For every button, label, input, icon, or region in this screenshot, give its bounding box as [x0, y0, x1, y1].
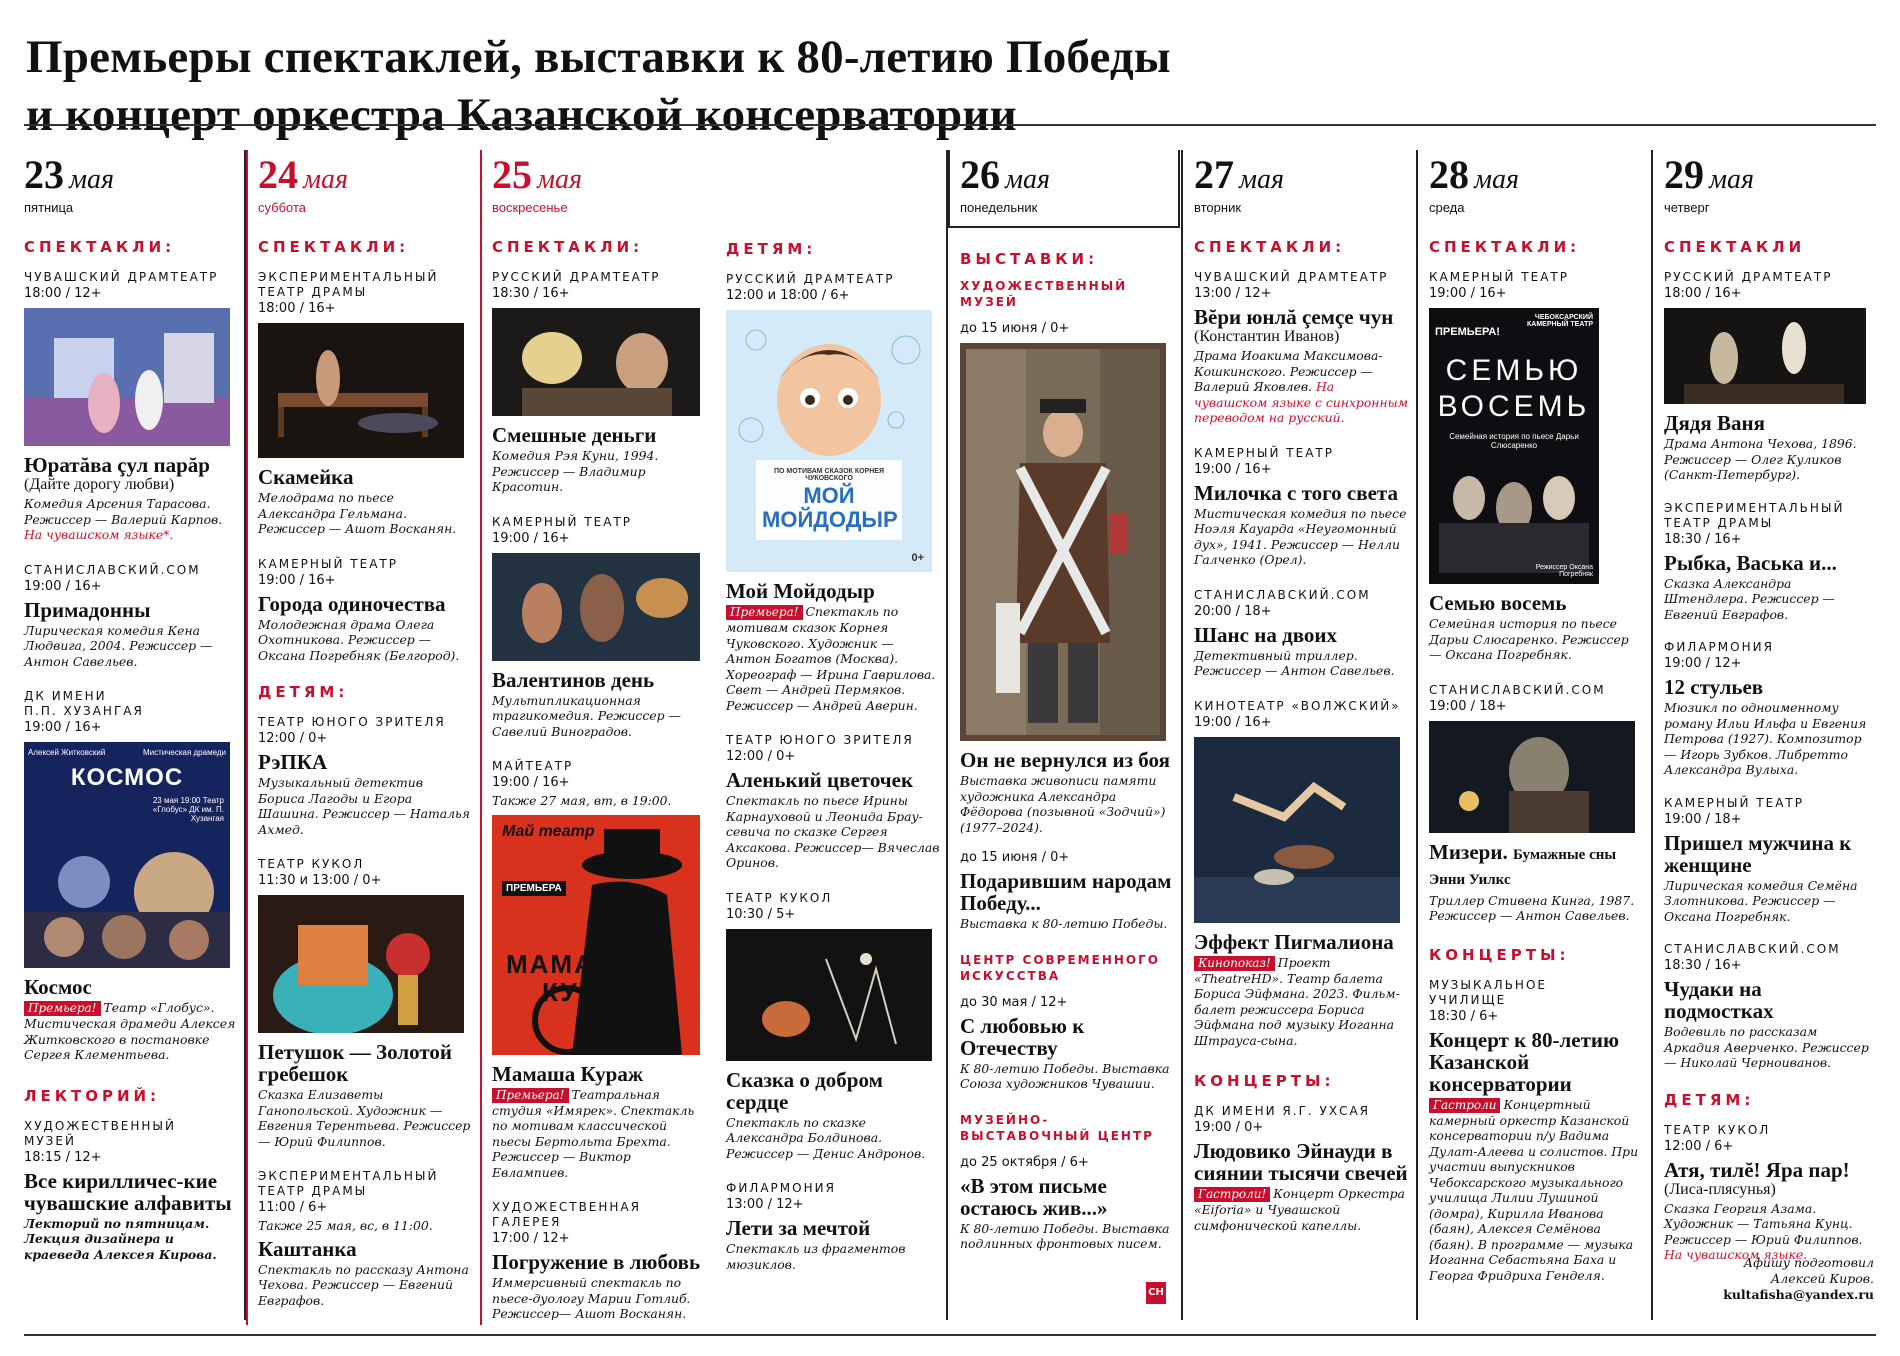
event-photo: [1664, 308, 1866, 404]
language-note: На чувашском языке.: [1664, 1247, 1808, 1262]
page-title: [26, 28, 1876, 144]
top-rule: [24, 124, 1876, 126]
event-description: Спектакль по пьесе Ирины Карнауховой и Леонида Брау-севича по сказке Сергея Аксакова. Режиссер— Вячеслав Оринов.: [726, 793, 940, 870]
event-photo: [492, 308, 700, 416]
venue: ДК ИМЕНИ Я.Г. УХСАЯ: [1194, 1104, 1370, 1118]
event-title: Шанс на двоих: [1194, 622, 1338, 647]
poster-title-1: СЕМЬЮ: [1445, 354, 1583, 387]
poster-badge: ПРЕМЬЕРА!: [1435, 326, 1500, 338]
event-description: Выставка живописи памяти художника Александра Фёдорова (позывной «Зодчий») (1977–2024).: [960, 773, 1166, 835]
venue-subheading: [960, 278, 1174, 310]
time: 19:00 / 18+: [1429, 698, 1507, 714]
event-title: Смешные деньги: [492, 423, 657, 447]
venue-line: ХУДОЖЕСТВЕННАЯ: [492, 1200, 641, 1214]
venue-subheading: [960, 952, 1174, 984]
event-description: [492, 1087, 708, 1181]
time: до 30 мая / 12+: [960, 994, 1068, 1010]
event-title: Скамейка: [258, 465, 354, 489]
venue: КАМЕРНЫЙ ТЕАТР: [1429, 270, 1569, 284]
venue: КАМЕРНЫЙ ТЕАТР: [1664, 795, 1804, 810]
venue: ТЕАТР КУКОЛ: [726, 890, 833, 905]
time: 18:00 / 16+: [1664, 286, 1742, 301]
venue-line: МУЗЕЙ: [960, 295, 1018, 309]
language-note: На чувашском языке*.: [24, 527, 174, 542]
venue: РУССКИЙ ДРАМТЕАТР: [492, 270, 661, 284]
moydodyr-poster: [726, 310, 932, 572]
poster-info: 23 мая 19:00 Театр «Глобус» ДК им. П. Хузангая: [152, 796, 224, 823]
venue: [24, 689, 238, 719]
event-description: Драма Антона Чехова, 1896. Режиссер — Олег Куликов (Санкт-Петербург).: [1664, 436, 1857, 482]
painting-art: [960, 343, 1166, 741]
day-header: [24, 152, 238, 200]
day-number: 29: [1664, 152, 1704, 197]
stage-photo-image: [24, 308, 230, 446]
column-may-27: [1188, 150, 1414, 1320]
poster-art: [492, 815, 700, 1055]
time: 19:00 / 16+: [24, 578, 102, 594]
venue: [258, 1169, 472, 1199]
description-text: Сказка Георгия Азама. Художник — Татьяна Кунц. Режиссер — Юрий Филиппов.: [1664, 1200, 1863, 1247]
event-title: «В этом письме остаюсь жив...»: [960, 1173, 1108, 1220]
extra-date: Также 25 мая, вс, в 11:00.: [258, 1218, 433, 1233]
event-description: Детективный триллер. Режиссер — Антон Савельев.: [1194, 647, 1395, 678]
venue-line: ЦЕНТР СОВРЕМЕННОГО: [960, 952, 1160, 967]
venue-line: ТЕАТР ДРАМЫ: [1664, 515, 1774, 530]
event-title: Каштанка: [258, 1236, 357, 1261]
event-description: Мюзикл по одноименному роману Ильи Ильфа и Евгения Петрова (1927). Композитор — Игорь Зубков. Либретто Александра Вулыха.: [1664, 700, 1867, 777]
poster-title-2: КУРАЖ: [542, 976, 643, 1007]
venue: [258, 270, 472, 300]
extra-date: Также 27 мая, вт, в 19:00.: [492, 793, 672, 808]
title-main: Мизери.: [1429, 839, 1508, 864]
poster-age: 0+: [911, 552, 924, 564]
credits-author: Алексей Киров.: [1770, 1271, 1874, 1286]
event-description: [1429, 1097, 1643, 1284]
time: 18:15 / 12+: [24, 1149, 102, 1165]
event-title: Сказка о добром сердце: [726, 1067, 883, 1114]
day-month: мая: [303, 164, 348, 195]
event-description: Комедия Рэя Куни, 1994. Режиссер — Владимир Красотин.: [492, 448, 659, 494]
poster-subtitle: Семейная история по пьесе Дарьи Слюсаренко: [1449, 432, 1579, 450]
event-description: Лекторий по пятницам. Лекция дизайнера и краеведа Алексея Кирова.: [24, 1215, 217, 1262]
premiere-badge: Премьера!: [726, 605, 803, 620]
column-may-29: [1658, 150, 1880, 1320]
time: 20:00 / 18+: [1194, 603, 1272, 619]
category-heading: СПЕКТАКЛИ:: [492, 238, 644, 256]
email-text[interactable]: kultafisha@yandex.ru: [1723, 1287, 1874, 1302]
venue: ЧУВАШСКИЙ ДРАМТЕАТР: [24, 270, 219, 284]
stage-photo-image: [1429, 721, 1635, 833]
event-title: Мамаша Кураж: [492, 1061, 644, 1086]
time: до 15 июня / 0+: [960, 850, 1070, 865]
category-heading: СПЕКТАКЛИ: [1664, 238, 1806, 256]
title-line-2: и концерт оркестра Казанской консерватории: [26, 89, 1017, 141]
time: 19:00 / 18+: [1664, 811, 1742, 827]
kosmos-poster: [24, 742, 230, 968]
event-title: Чудаки на подмостках: [1664, 977, 1774, 1023]
event-subtitle: (Лиса-плясунья): [1664, 1180, 1776, 1198]
time: 19:00 / 16+: [1429, 286, 1507, 301]
venue-line: УЧИЛИЩЕ: [1429, 992, 1507, 1007]
day-header: [960, 152, 1174, 200]
venue: [1664, 501, 1874, 531]
tour-badge: Гастроли: [1429, 1098, 1500, 1113]
event-title: Примадонны: [24, 597, 151, 622]
premiere-badge: Премьера!: [24, 1001, 101, 1016]
day-number: 24: [258, 152, 298, 197]
day-number: 25: [492, 152, 532, 197]
time: 18:30 / 16+: [1664, 531, 1742, 547]
venue-line: ИСКУССТВА: [960, 968, 1061, 983]
event-description: Сказка Александра Штендлера. Режиссер — Евгений Евграфов.: [1664, 575, 1835, 622]
day-month: мая: [1239, 164, 1284, 195]
event-title: Милочка с того света: [1194, 480, 1398, 505]
event-photo: [726, 929, 932, 1061]
event-title: РэПКА: [258, 750, 328, 774]
credits: [1723, 1255, 1874, 1303]
event-description: Лирическая комедия Семёна Злотникова. Режиссер — Оксана Погребняк.: [1664, 877, 1858, 924]
day-header: [492, 152, 708, 200]
venue-line: ЭКСПЕРИМЕНТАЛЬНЫЙ: [1664, 500, 1845, 515]
event-description: Сказка Елизаветы Ганопольской. Художник — Евгения Терентьева. Режиссер — Юрий Филиппов.: [258, 1087, 471, 1149]
venue: ТЕАТР КУКОЛ: [258, 857, 365, 871]
venue: ЧУВАШСКИЙ ДРАМТЕАТР: [1194, 270, 1389, 284]
day-month: мая: [537, 164, 582, 195]
time: 19:00 / 16+: [1194, 461, 1272, 477]
time: 18:30 / 6+: [1429, 1008, 1499, 1024]
event-title: С любовью к Отечеству: [960, 1013, 1085, 1060]
mamasha-kurazh-poster: [492, 815, 700, 1055]
column-may-24: [252, 150, 478, 1320]
weekday: воскресенье: [492, 200, 568, 215]
venue: ТЕАТР ЮНОГО ЗРИТЕЛЯ: [726, 733, 914, 747]
category-heading: ДЕТЯМ:: [726, 240, 817, 258]
description-text: Проект «TheatreHD». Театр балета Бориса Эйфмана. 2023. Фильм-балет режиссера Бориса Эйфмана под музыку Иоганна Штрауса-сына.: [1194, 954, 1400, 1048]
category-heading: СПЕКТАКЛИ:: [1429, 238, 1581, 256]
event-photo: [258, 895, 464, 1033]
event-description: Музыкальный детектив Бориса Лагоды и Егора Шашина. Режиссер — Наталья Ахмед.: [258, 775, 470, 837]
venue: ФИЛАРМОНИЯ: [1664, 640, 1774, 654]
time: 11:30 и 13:00 / 0+: [258, 873, 382, 888]
event-title: Вĕри юнлă çемçе чун: [1194, 305, 1394, 329]
event-title: Юратăва çул парăр: [24, 453, 210, 477]
venue: КАМЕРНЫЙ ТЕАТР: [258, 556, 398, 571]
category-heading: ЛЕКТОРИЙ:: [24, 1086, 161, 1105]
venue-line: МУЗЫКАЛЬНОЕ: [1429, 977, 1547, 992]
description-text: Спектакль по мотивам сказок Корнея Чуковского. Художник — Антон Богатов (Москва). Хореограф — Ирина Гаврилова. Свет — Андрей Пермяков. Режиссер — Андрей Аверин.: [726, 604, 936, 713]
time: 19:00 / 16+: [24, 720, 102, 735]
category-heading: ВЫСТАВКИ:: [960, 250, 1099, 268]
weekday: четверг: [1664, 200, 1710, 215]
column-may-26: [954, 150, 1180, 1320]
weekday: вторник: [1194, 200, 1242, 215]
divider-red: [246, 150, 248, 1325]
poster-title-1: МАМАША: [506, 948, 644, 979]
description-text: Концертный камерный оркестр Казанской консерватории п/у Вадима Дулат-Алеева и солистов. При участии выпускников Чебоксарского музыкального училища Лилии Лушиной (домра), Кирилла Иванова (баян), Алексея Семёнова (баян). В программе — музыка Иоганна Себастьяна Баха и Георга Фридриха Генделя.: [1429, 1096, 1639, 1283]
time: 18:30 / 16+: [492, 286, 570, 301]
event-description: [1194, 1186, 1408, 1233]
event-title: Петушок — Золотой гребешок: [258, 1040, 452, 1086]
venue: ФИЛАРМОНИЯ: [726, 1181, 836, 1195]
time: 19:00 / 0+: [1194, 1120, 1264, 1135]
weekday: суббота: [258, 200, 307, 215]
event-title: Семью восемь: [1429, 591, 1567, 615]
venue: МАЙТЕАТР: [492, 759, 574, 773]
venue: ТЕАТР ЮНОГО ЗРИТЕЛЯ: [258, 715, 446, 729]
column-may-23: [18, 150, 244, 1320]
column-may-25: [486, 150, 714, 1320]
day-number: 23: [24, 152, 64, 197]
event-title: Дядя Ваня: [1664, 411, 1766, 435]
day-month: мая: [1709, 164, 1754, 195]
time: 18:30 / 16+: [1664, 958, 1742, 973]
day-month: мая: [1474, 164, 1519, 195]
time: 13:00 / 12+: [726, 1197, 804, 1212]
venue-line: МУЗЕЙНО-: [960, 1112, 1050, 1127]
divider: [1416, 150, 1418, 1320]
event-description: [1664, 1201, 1874, 1263]
venue: [1429, 978, 1643, 1008]
event-description: Лирическая комедия Кена Людвига, 2004. Режиссер — Антон Савельев.: [24, 622, 213, 669]
stage-photo-image: [258, 323, 464, 458]
credits-email[interactable]: [1723, 1287, 1874, 1303]
venue: КАМЕРНЫЙ ТЕАТР: [1194, 445, 1334, 460]
publisher-logo: СН: [1146, 1282, 1166, 1304]
day-number: 26: [960, 152, 1000, 197]
title-small: Бумажные сны Энни Уилкс: [1429, 846, 1617, 888]
event-title: Города одиночества: [258, 591, 446, 616]
day-header: [1664, 152, 1874, 200]
credits-line: Афишу подготовил: [1743, 1255, 1874, 1270]
poster-director: Режиссер Оксана Погребняк: [1535, 564, 1593, 578]
event-description: [726, 604, 940, 713]
event-title: Погружение в любовь: [492, 1250, 701, 1274]
event-title: Подарившим народам Победу...: [960, 869, 1172, 915]
venue: РУССКИЙ ДРАМТЕАТР: [1664, 270, 1833, 284]
description-text: Концерт Оркестра «Eiforia» и Чувашской симфонической капеллы.: [1194, 1186, 1405, 1233]
title-line-1: Премьеры спектаклей, выставки к 80-летию Победы: [26, 31, 1171, 83]
event-description: Молодежная драма Олега Охотникова. Режиссер — Оксана Погребняк (Белгород).: [258, 616, 460, 663]
divider: [1181, 150, 1183, 1320]
stage-photo-image: [492, 308, 700, 416]
time: 12:00 / 0+: [258, 731, 328, 746]
event-description: К 80-летию Победы. Выставка подлинных фронтовых писем.: [960, 1220, 1170, 1251]
event-title: Он не вернулся из боя: [960, 748, 1170, 772]
time: 12:00 / 0+: [726, 749, 796, 764]
venue: ТЕАТР КУКОЛ: [1664, 1122, 1771, 1137]
poster-badge: ПРЕМЬЕРА: [502, 881, 566, 896]
venue-line: ВЫСТАВОЧНЫЙ ЦЕНТР: [960, 1128, 1154, 1143]
poster-title: КОСМОС: [70, 764, 184, 791]
time: 10:30 / 5+: [726, 906, 796, 922]
event-photo: [1194, 737, 1400, 923]
venue-line: ГАЛЕРЕЯ: [492, 1215, 562, 1229]
time: 18:00 / 16+: [258, 301, 336, 316]
event-title: [1429, 841, 1643, 891]
event-photo: [492, 553, 700, 661]
event-subtitle: (Дайте дорогу любви): [24, 476, 175, 493]
semyu-vosem-poster: [1429, 308, 1599, 584]
time: 19:00 / 16+: [1194, 714, 1272, 730]
time: 19:00 / 16+: [258, 572, 336, 588]
event-title: Мой Мойдодыр: [726, 579, 875, 603]
painting-image: [960, 343, 1166, 741]
event-title: Эффект Пигмалиона: [1194, 929, 1394, 954]
venue-line: ЭКСПЕРИМЕНТАЛЬНЫЙ: [258, 270, 439, 284]
event-description: [1194, 955, 1408, 1049]
column-may-28: [1423, 150, 1649, 1320]
ballet-photo-image: [1194, 737, 1400, 923]
divider-red: [480, 150, 482, 1325]
event-photo: [24, 308, 230, 446]
event-title: Концерт к 80-летию Казанской консерватории: [1429, 1027, 1620, 1096]
category-heading: КОНЦЕРТЫ:: [1429, 945, 1570, 964]
event-title: Космос: [24, 975, 92, 999]
category-heading: ДЕТЯМ:: [258, 683, 349, 701]
venue-line: ЭКСПЕРИМЕНТАЛЬНЫЙ: [258, 1169, 439, 1183]
venue-line: ХУДОЖЕСТВЕННЫЙ: [24, 1118, 176, 1133]
tour-badge: Гастроли!: [1194, 1187, 1270, 1202]
event-description: К 80-летию Победы. Выставка Союза художников Чувашии.: [960, 1060, 1170, 1091]
event-title: Лети за мечтой: [726, 1216, 871, 1240]
event-photo: [1429, 721, 1635, 833]
event-title: Людовико Эйнауди в сиянии тысячи свечей: [1194, 1139, 1408, 1185]
event-description: Спектакль из фрагментов мюзиклов.: [726, 1241, 906, 1272]
category-heading: СПЕКТАКЛИ:: [24, 238, 176, 256]
event-title: Все кирилличес-кие чувашские алфавиты: [24, 1168, 232, 1215]
description-text: Театральная студия «Имярек». Спектакль по мотивам классической пьесы Бертольта Брехта. Режиссер — Виктор Евлампиев.: [492, 1086, 695, 1180]
event-photo: [258, 323, 464, 458]
time: 12:00 / 6+: [1664, 1138, 1734, 1154]
event-description: Спектакль по сказке Александра Болдинова. Режиссер — Денис Андронов.: [726, 1114, 926, 1161]
time: 19:00 / 16+: [492, 775, 570, 790]
venue: РУССКИЙ ДРАМТЕАТР: [726, 272, 895, 286]
time: 12:00 и 18:00 / 6+: [726, 288, 850, 303]
event-description: Выставка к 80-летию Победы.: [960, 916, 1168, 931]
day-header: [1429, 152, 1643, 200]
time: 13:00 / 12+: [1194, 286, 1272, 301]
weekday: среда: [1429, 200, 1465, 215]
venue: [24, 1119, 238, 1149]
venue-line: П.П. ХУЗАНГАЯ: [24, 704, 144, 718]
description-text: Драма Иоакима Максимова-Кошкинского. Режиссер — Валерий Яковлев.: [1194, 348, 1383, 394]
category-heading: КОНЦЕРТЫ:: [1194, 1072, 1335, 1090]
event-description: Семейная история по пьесе Дарьи Слюсаренко. Режиссер — Оксана Погребняк.: [1429, 616, 1629, 662]
venue: СТАНИСЛАВСКИЙ.COM: [1664, 942, 1841, 956]
divider: [946, 150, 948, 1320]
venue-line: ТЕАТР ДРАМЫ: [258, 1184, 368, 1198]
venue: СТАНИСЛАВСКИЙ.COM: [24, 562, 201, 577]
time: 19:00 / 16+: [492, 530, 570, 546]
description-text: Театр «Глобус». Мистическая драмеди Алексея Житковского в постановке Сергея Клементьева.: [24, 1000, 236, 1062]
venue-subheading: [960, 1112, 1174, 1144]
weekday: пятница: [24, 200, 74, 215]
category-heading: СПЕКТАКЛИ:: [258, 238, 410, 256]
event-description: Триллер Стивена Кинга, 1987. Режиссер — Антон Савельев.: [1429, 892, 1635, 923]
day-number: 28: [1429, 152, 1469, 197]
puppet-photo-image: [258, 895, 464, 1033]
time: до 15 июня / 0+: [960, 321, 1070, 336]
event-description: [24, 496, 238, 543]
venue-line: МУЗЕЙ: [24, 1133, 76, 1148]
event-description: Иммерсивный спектакль по пьесе-дуологу Марии Готлиб. Режиссер— Ашот Восканян.: [492, 1275, 691, 1320]
event-title: 12 стульев: [1664, 675, 1764, 699]
category-heading: ДЕТЯМ:: [1664, 1090, 1755, 1109]
venue-line: ХУДОЖЕСТВЕННЫЙ: [960, 279, 1128, 293]
bottom-rule: [24, 1334, 1876, 1336]
event-title: Атя, тилĕ! Яра пар!: [1664, 1157, 1850, 1182]
description-text: Комедия Арсения Тарасова. Режиссер — Валерий Карпов.: [24, 496, 223, 527]
weekday: понедельник: [960, 200, 1038, 215]
time: до 25 октября / 6+: [960, 1154, 1089, 1170]
event-description: Мультипликационная трагикомедия. Режиссер — Савелий Виноградов.: [492, 692, 681, 739]
event-description: [1194, 348, 1408, 426]
time: 11:00 / 6+: [258, 1200, 328, 1215]
venue: КАМЕРНЫЙ ТЕАТР: [492, 514, 632, 529]
venue: КИНОТЕАТР «ВОЛЖСКИЙ»: [1194, 698, 1401, 713]
day-month: мая: [1005, 164, 1050, 195]
event-description: Мелодрама по пьесе Александра Гельмана. Режиссер — Ашот Восканян.: [258, 490, 457, 536]
category-heading: СПЕКТАКЛИ:: [1194, 238, 1346, 256]
venue: [492, 1200, 708, 1230]
poster-brand: Май театр: [502, 822, 595, 840]
time: 17:00 / 12+: [492, 1231, 570, 1246]
venue-line: ТЕАТР ДРАМЫ: [258, 285, 368, 299]
poster-author: Алексей Житковский: [28, 748, 106, 757]
divider: [1651, 150, 1653, 1320]
event-description: Мистическая комедия по пьесе Ноэля Кауарда «Неугомонный дух», 1941. Режиссер — Нелли Галченко (Орел).: [1194, 505, 1407, 567]
event-description: [24, 1000, 238, 1063]
time: 18:00 / 12+: [24, 286, 102, 301]
day-number: 27: [1194, 152, 1234, 197]
poster-title: МОЙ МОЙДОДЫР: [762, 483, 898, 532]
event-title: Валентинов день: [492, 667, 655, 692]
day-header: [258, 152, 472, 200]
day-month: мая: [69, 164, 114, 195]
screening-badge: Кинопоказ!: [1194, 956, 1275, 971]
day-header: [1194, 152, 1408, 200]
language-note: На чувашском языке с синхронным переводом на русский.: [1194, 379, 1408, 425]
poster-art: [726, 310, 932, 572]
poster-genre: Мистическая драмеди: [142, 748, 226, 757]
stage-photo-image: [492, 553, 700, 661]
venue: СТАНИСЛАВСКИЙ.COM: [1429, 682, 1606, 697]
venue-line: ДК ИМЕНИ: [24, 689, 107, 703]
poster-theatre: ЧЕБОКСАРСКИЙ КАМЕРНЫЙ ТЕАТР: [1527, 314, 1593, 328]
venue: СТАНИСЛАВСКИЙ.COM: [1194, 587, 1371, 602]
event-title: Аленький цветочек: [726, 768, 914, 792]
event-title: Пришел мужчина к женщине: [1664, 830, 1852, 877]
premiere-badge: Премьера!: [492, 1088, 569, 1103]
poster-title-2: ВОСЕМЬ: [1437, 390, 1591, 423]
event-title: Рыбка, Васька и...: [1664, 550, 1837, 575]
stage-photo-image: [1664, 308, 1866, 404]
event-description: Водевиль по рассказам Аркадия Аверченко. Режиссер — Николай Черноиванов.: [1664, 1024, 1869, 1070]
time: 19:00 / 12+: [1664, 656, 1742, 671]
column-may-25-children: [720, 150, 946, 1320]
poster-subtitle: ПО МОТИВАМ СКАЗОК КОРНЕЯ ЧУКОВСКОГО: [773, 468, 885, 482]
puppet-photo-image: [726, 929, 932, 1061]
event-description: Спектакль по рассказу Антона Чехова. Режиссер — Евгений Евграфов.: [258, 1261, 469, 1308]
event-subtitle: (Константин Иванов): [1194, 328, 1340, 345]
